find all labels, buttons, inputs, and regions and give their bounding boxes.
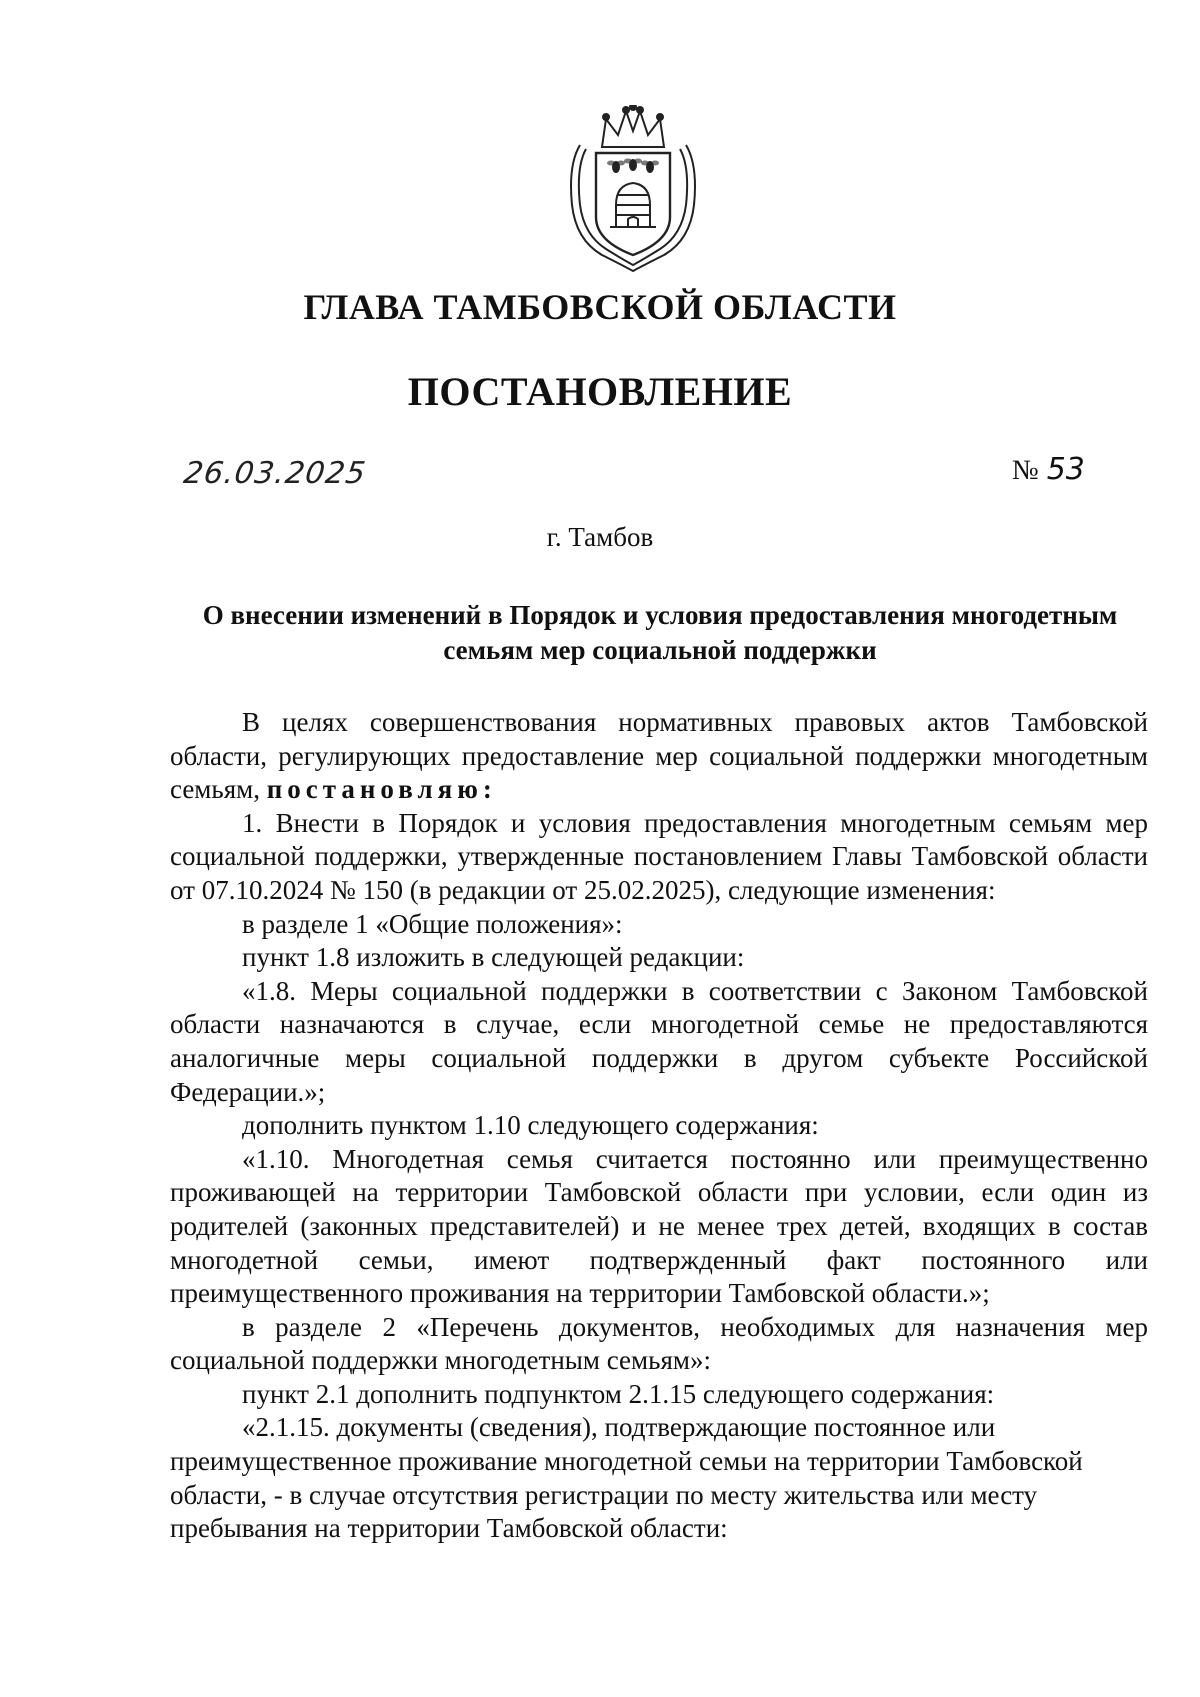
preamble-colon: : [482,774,492,805]
document-body [170,706,1148,1546]
paragraph-section-1: в разделе 1 «Общие положения»: [242,908,623,939]
document-number [1012,452,1085,487]
preamble-text: В целях совершенствования нормативных правовых актов Тамбовской области, регулирующих предоставление мер социальной поддержки многодетным семьям, [170,707,1148,805]
handwritten-number: 53 [1046,452,1085,487]
paragraph-section-2: в разделе 2 «Перечень документов, необходимых для назначения мер социальной поддержки многодетным семьям»: [170,1311,1148,1376]
place-of-issue: г. Тамбов [546,522,654,552]
paragraph-point-1-8-intro: пункт 1.8 изложить в следующей редакции: [242,942,745,973]
number-sign: № [1012,455,1039,486]
resolution-keyword: постановляю [266,774,483,805]
paragraph-point-1-10-text: «1.10. Многодетная семья считается постоянно или преимущественно проживающей на территории Тамбовской области при условии, если один из родителей (законных представителей) и не менее трех детей, входящих в состав многодетной семьи, имеют подтвержденный факт постоянного или преимущественного проживания на территории Тамбовской области.»; [170,1143,1148,1309]
paragraph-subpoint-2-1-15: «2.1.15. документы (сведения), подтверждающие постоянное или преимущественное проживание многодетной семьи на территории Тамбовской области, - в случае отсутствия регистрации по месту жительства или месту пребывания на территории Тамбовской области: [170,1412,1083,1544]
document-title: О внесении изменений в Порядок и условия предоставления многодетным семьям мер социальной поддержки [202,600,1118,665]
issuing-authority: ГЛАВА ТАМБОВСКОЙ ОБЛАСТИ [303,287,897,327]
handwritten-date: 26.03.2025 [181,456,369,491]
paragraph-point-2-1-intro: пункт 2.1 дополнить подпунктом 2.1.15 следующего содержания: [242,1378,995,1409]
preamble-paragraph [170,706,1148,807]
paragraph-item-1: 1. Внести в Порядок и условия предоставления многодетным семьям мер социальной поддержки, утвержденные постановлением Главы Тамбовской области от 07.10.2024 № 150 (в редакции от 25.02.2025), следующие изменения: [170,807,1148,905]
paragraph-point-1-10-intro: дополнить пунктом 1.10 следующего содержания: [242,1110,819,1141]
tambov-coat-of-arms-icon [562,105,704,273]
document-type-heading: ПОСТАНОВЛЕНИЕ [407,369,793,414]
paragraph-point-1-8-text: «1.8. Меры социальной поддержки в соответствии с Законом Тамбовской области назначаются в случае, если многодетной семье не предоставляются аналогичные меры социальной поддержки в другом субъекте Российской Федерации.»; [170,975,1148,1107]
